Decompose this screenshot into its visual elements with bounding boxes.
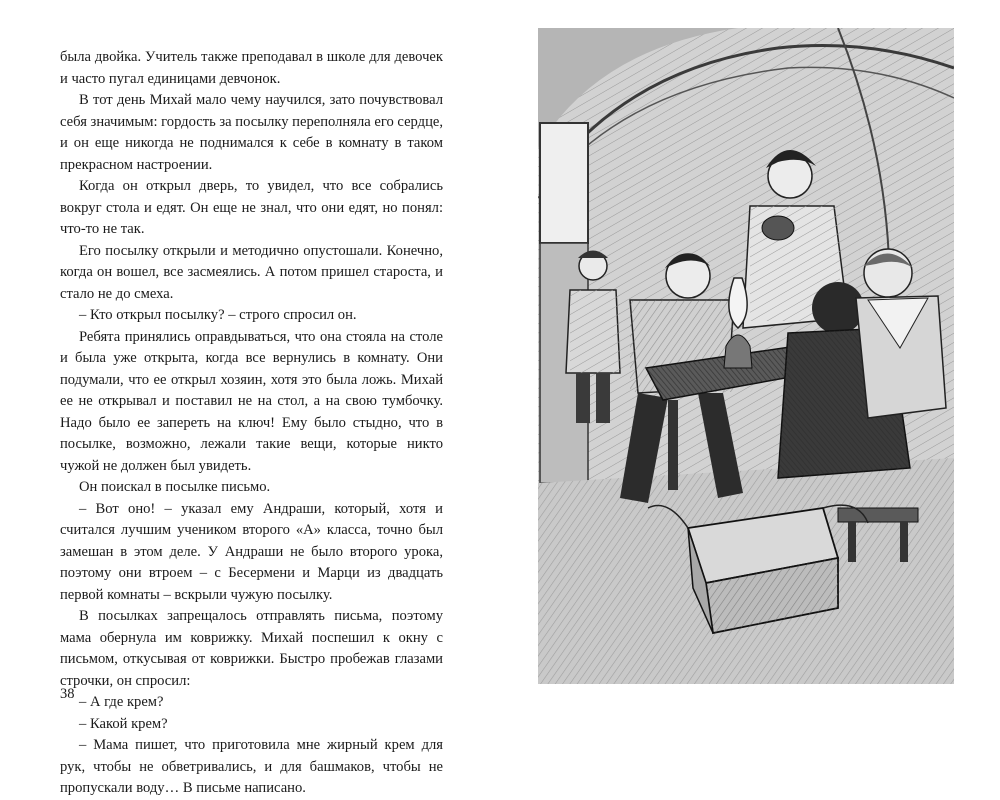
paragraph: Когда он открыл дверь, то увидел, что все собрались вокруг стола и едят. Он еще не знал, что они едят, но понял: что-то не так. [60,178,443,237]
page-number: 38 [60,686,75,702]
paragraph: была двойка. Учитель также преподавал в школе для девочек и часто пугал единицами девчонок. [60,49,443,87]
paragraph: Его посылку открыли и методично опустошали. Конечно, когда он вошел, все засмеялись. А потом пришел староста, и стало не до смеха. [60,242,443,302]
book-illustration [538,28,954,684]
page-text [60,47,443,800]
paragraph: – Какой крем? [79,715,168,732]
paragraph: – Мама пишет, что приготовила мне жирный крем для рук, чтобы не обветривались, и для башмаков, чтобы не пропускали воду… В письме написано. [60,737,443,796]
paragraph: В тот день Михай мало чему научился, зато почувствовал себя значимым: гордость за посылку переполняла его сердце, и он еще никогда не поднимался к себе в комнату в таком прекрасном настроении. [60,92,444,173]
paragraph: – А где крем? [79,694,164,710]
paragraph: – Вот оно! – указал ему Андраши, который, хотя и считался лучшим учеником второго «А» класса, точно был замешан в этом деле. У Андраши не было второго урока, поэтому они втроем – с Бесермени и Марци из двадцать первой комнаты – вскрыли чужую посылку. [60,500,443,603]
paragraph: Он поискал в посылке письмо. [79,479,271,495]
paragraph: В посылках запрещалось отправлять письма, поэтому мама обернула им коврижку. Михай поспешил к окну с письмом, откусывая от коврижки. Быстро пробежав глазами строчки, он спросил: [60,608,443,689]
paragraph: Ребята принялись оправдываться, что она стояла на столе и была уже открыта, когда все вернулись в комнату. Они подумали, что ее открыл хозяин, хотя это была ложь. Михай ее не открывал и поставил не на стол, а на свою тумбочку. Надо было ее запереть на ключ! Ему было стыдно, что в посылке, возможно, лежали такие вещи, которые никто чужой не должен был увидеть. [60,328,443,474]
illustration-drawing [538,28,954,684]
paragraph: – Кто открыл посылку? – строго спросил он. [79,307,357,323]
